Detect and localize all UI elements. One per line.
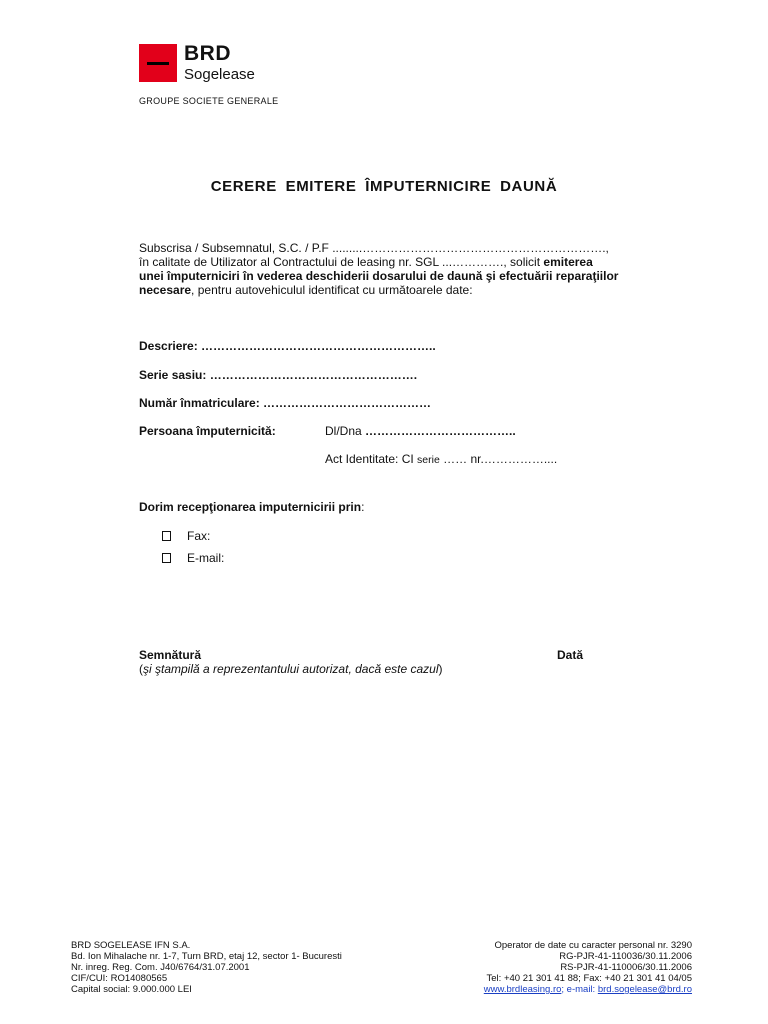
- signature-label: [139, 648, 201, 662]
- signature-label-text: Semnătură: [139, 648, 202, 662]
- logo-group: GROUPE SOCIETE GENERALE: [139, 96, 279, 106]
- date-label-text: Dată: [557, 648, 584, 662]
- footer-right-line: Tel: +40 21 301 41 88; Fax: +40 21 301 41 04/05: [486, 973, 692, 984]
- footer-right-line: RS-PJR-41-110006/30.11.2006: [560, 962, 692, 973]
- logo-bar: [147, 62, 169, 65]
- email-checkbox[interactable]: [162, 553, 171, 563]
- act-label: Act Identitate: CI: [325, 452, 418, 466]
- persoana-label: Persoana împuternicită:: [139, 424, 276, 438]
- intro-line-2-text: în calitate de Utilizator al Contractului de leasing nr. SGL ...…………., solicit: [139, 255, 544, 269]
- receive-colon: :: [361, 500, 365, 514]
- footer-left-line: CIF/CUI: RO14080565: [71, 973, 168, 984]
- footer-left-line: BRD SOGELEASE IFN S.A.: [71, 940, 191, 951]
- email-separator: ; e-mail:: [561, 984, 598, 995]
- intro-paragraph: [139, 241, 656, 297]
- field-numar-inmatriculare: [139, 396, 431, 410]
- option-email[interactable]: [162, 551, 224, 565]
- intro-line-4: [139, 283, 656, 297]
- footer-right: [484, 940, 692, 995]
- serie-dots: …………………………………………….: [206, 368, 418, 382]
- option-fax[interactable]: [162, 529, 210, 543]
- signature-note-text: şi ştampilă a reprezentantului autorizat, dacă este cazul: [143, 662, 439, 676]
- fax-checkbox[interactable]: [162, 531, 171, 541]
- signature-note: [139, 662, 443, 676]
- intro-line-2-bold: emiterea: [543, 255, 593, 269]
- document-title: CERERE EMITERE ÎMPUTERNICIRE DAUNĂ: [210, 178, 558, 195]
- logo-sub: Sogelease: [184, 66, 255, 83]
- intro-line-2: [139, 255, 656, 269]
- serie-label: Serie sasiu:: [139, 368, 207, 382]
- intro-line-4-bold: necesare: [139, 283, 192, 297]
- logo-brand: BRD: [184, 42, 231, 65]
- signature-note-close: ): [438, 662, 443, 676]
- descriere-dots: …………………………………………………..: [197, 339, 436, 353]
- dl-dots: ………………………………..: [365, 424, 516, 438]
- numar-label: Număr înmatriculare:: [139, 396, 260, 410]
- website-link[interactable]: www.brdleasing.ro: [483, 984, 562, 995]
- dl-label: Dl/Dna: [325, 424, 366, 438]
- footer-left-line: Nr. inreg. Reg. Com. J40/6764/31.07.2001: [71, 962, 250, 973]
- email-link[interactable]: brd.sogelease@brd.ro: [597, 984, 692, 995]
- field-persoana-label: [139, 424, 276, 438]
- footer-right-line: RG-PJR-41-110036/30.11.2006: [559, 951, 692, 962]
- field-persoana-name: [325, 424, 516, 438]
- intro-line-1: Subscrisa / Subsemnatul, S.C. / P.F .........…………………………………………………….,: [139, 241, 609, 255]
- field-descriere: [139, 339, 436, 353]
- intro-line-3-bold: unei împuterniciri în vederea deschiderii dosarului de daună şi efectuării reparaţiilor: [139, 269, 619, 283]
- field-serie-sasiu: [139, 368, 417, 382]
- act-rest: …… nr.……………....: [439, 452, 558, 466]
- footer-contact-line: [484, 984, 692, 995]
- logo-mark: [139, 44, 177, 82]
- footer-left-line: Capital social: 9.000.000 LEI: [71, 984, 192, 995]
- footer-right-line: Operator de date cu caracter personal nr. 3290: [494, 940, 692, 951]
- date-label: [557, 648, 583, 662]
- numar-dots: ……………………………………: [259, 396, 432, 410]
- email-label: E-mail:: [187, 551, 225, 565]
- footer-left-line: Bd. Ion Mihalache nr. 1-7, Turn BRD, etaj 12, sector 1- Bucuresti: [71, 951, 342, 962]
- fax-label: Fax:: [187, 529, 211, 543]
- receive-label: Dorim recepţionarea imputernicirii prin: [139, 500, 362, 514]
- descriere-label: Descriere:: [139, 339, 198, 353]
- intro-line-3: [139, 269, 656, 283]
- intro-line-4-text: , pentru autovehiculul identificat cu următoarele date:: [191, 283, 473, 297]
- act-serie: serie: [417, 454, 440, 466]
- field-act-identitate: [325, 452, 557, 466]
- signature-note-open: (: [139, 662, 143, 676]
- receive-heading: [139, 500, 364, 514]
- footer-left: [71, 940, 342, 995]
